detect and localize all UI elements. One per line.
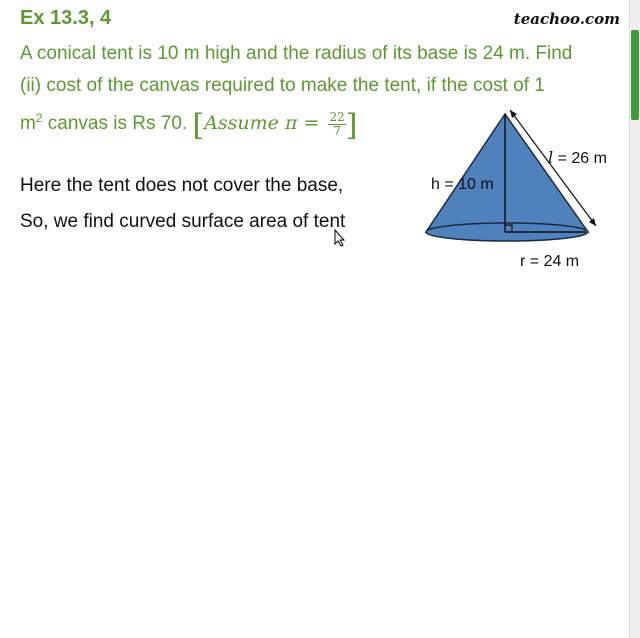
assume-pi-expression xyxy=(192,108,358,143)
height-label: h = 10 m xyxy=(431,176,494,193)
question-line-1: A conical tent is 10 m high and the radius of its base is 24 m. Find xyxy=(20,43,573,64)
assume-pi-text: Assume π = xyxy=(204,112,326,134)
area-unit: m xyxy=(20,113,36,134)
cone-figure xyxy=(420,108,620,283)
area-unit-exponent: 2 xyxy=(35,111,43,125)
mouse-cursor-icon xyxy=(334,229,346,252)
cone-diagram xyxy=(420,108,620,278)
slant-symbol: l xyxy=(548,148,554,167)
right-bracket: ] xyxy=(345,108,358,143)
slant-arrow-head-top xyxy=(510,110,517,118)
vertical-scrollbar[interactable] xyxy=(629,0,640,638)
slant-value: = 26 m xyxy=(553,150,607,167)
slant-arrow-head-bottom xyxy=(589,218,596,226)
brand-logo: teachoo.com xyxy=(513,10,620,28)
slant-label xyxy=(548,148,607,167)
question-line-2: (ii) cost of the canvas required to make the tent, if the cost of 1 xyxy=(20,75,545,96)
canvas-cost-text: canvas is Rs 70. xyxy=(42,113,193,134)
radius-label: r = 24 m xyxy=(520,253,580,270)
pi-fraction xyxy=(328,111,345,138)
cone-body xyxy=(426,114,588,232)
left-bracket: [ xyxy=(192,108,205,143)
fraction-numerator: 22 xyxy=(329,109,345,124)
solution-line-1: Here the tent does not cover the base, xyxy=(20,175,344,196)
exercise-title: Ex 13.3, 4 xyxy=(20,7,112,29)
fraction-denominator: 7 xyxy=(333,123,341,138)
solution-line-2: So, we find curved surface area of tent xyxy=(20,211,346,232)
scrollbar-thumb[interactable] xyxy=(631,30,639,120)
